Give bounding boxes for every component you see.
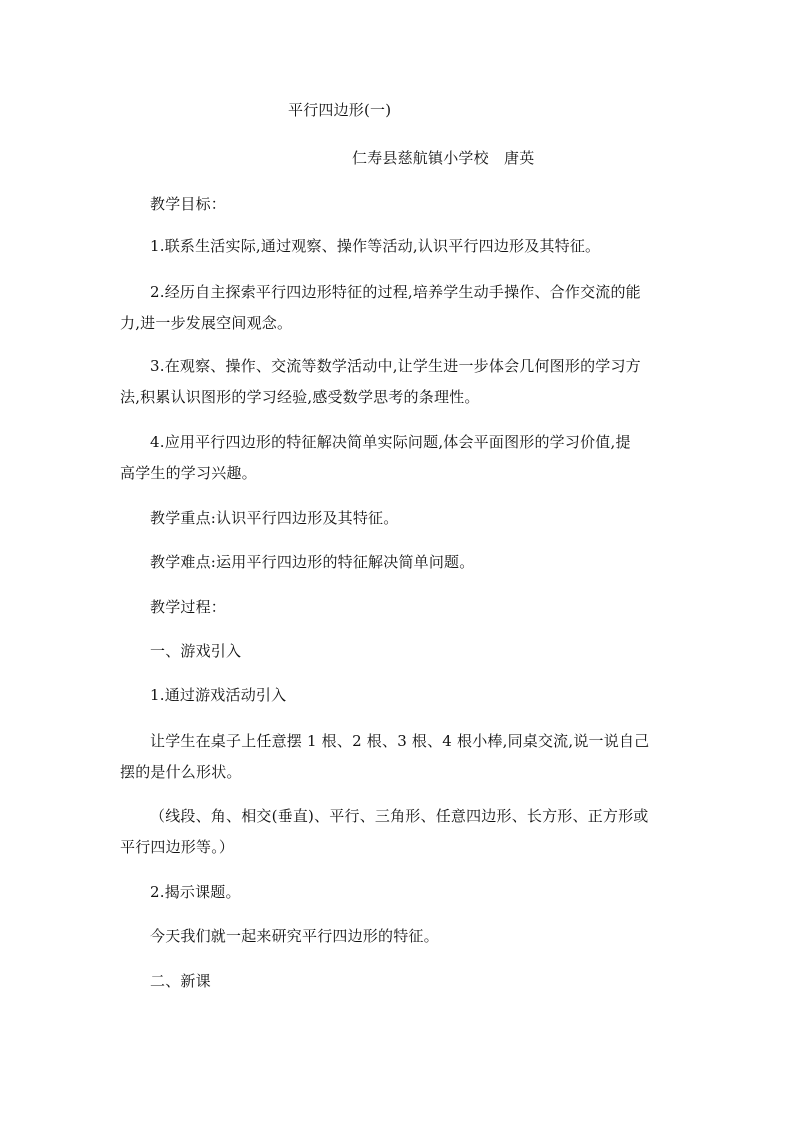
goal-1: 1.联系生活实际,通过观察、操作等活动,认识平行四边形及其特征。 <box>150 237 601 255</box>
goal-2-line-1: 2.经历自主探索平行四边形特征的过程,培养学生动手操作、合作交流的能 <box>150 283 641 301</box>
process-heading: 教学过程： <box>150 598 227 616</box>
difficulty: 教学难点:运用平行四边形的特征解决简单问题。 <box>150 553 475 571</box>
author-line: 仁寿县慈航镇小学校 唐英 <box>352 149 535 167</box>
goal-3-line-2: 法,积累认识图形的学习经验,感受数学思考的条理性。 <box>120 388 480 406</box>
activity-line-2: 摆的是什么形状。 <box>120 763 242 781</box>
section-1-heading: 一、游戏引入 <box>150 642 242 660</box>
goal-4-line-1: 4.应用平行四边形的特征解决简单实际问题,体会平面图形的学习价值,提 <box>150 433 631 451</box>
step-2: 2.揭示课题。 <box>150 883 241 901</box>
goals-heading: 教学目标： <box>150 195 227 213</box>
section-2-heading: 二、新课 <box>150 972 211 990</box>
goal-3-line-1: 3.在观察、操作、交流等数学活动中,让学生进一步体会几何图形的学习方 <box>150 357 641 375</box>
document-title: 平行四边形(一) <box>288 101 392 119</box>
answers-line-1: （线段、角、相交(垂直)、平行、三角形、任意四边形、长方形、正方形或 <box>150 807 649 825</box>
goal-2-line-2: 力,进一步发展空间观念。 <box>120 314 293 332</box>
topic-sentence: 今天我们就一起来研究平行四边形的特征。 <box>150 927 439 945</box>
key-point: 教学重点:认识平行四边形及其特征。 <box>150 509 399 527</box>
goal-4-line-2: 高学生的学习兴趣。 <box>120 464 257 482</box>
answers-line-2: 平行四边形等。） <box>120 838 235 856</box>
activity-line-1: 让学生在桌子上任意摆 1 根、2 根、3 根、4 根小棒,同桌交流,说一说自己 <box>150 732 650 750</box>
step-1: 1.通过游戏活动引入 <box>150 686 287 704</box>
